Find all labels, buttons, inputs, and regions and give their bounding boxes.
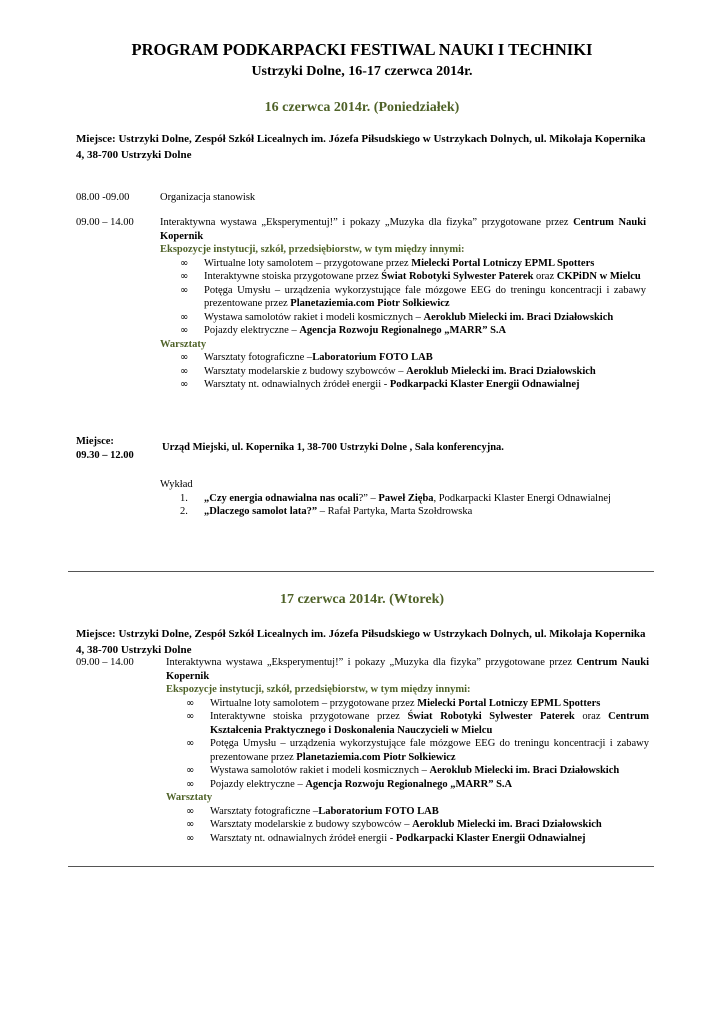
item-text: Warsztaty nt. odnawialnych źródeł energii - xyxy=(210,832,396,844)
item-org: Agencja Rozwoju Regionalnego „MARR” S.A xyxy=(299,325,507,336)
list-item xyxy=(160,311,646,325)
infinity-bullet-icon: ∞ xyxy=(180,271,189,282)
day2-workshops-list xyxy=(166,805,649,846)
day1-lecture-block xyxy=(160,478,646,519)
day2-slot1-block xyxy=(166,656,649,845)
item-text: Pojazdy elektryczne – xyxy=(204,325,300,336)
infinity-bullet-icon: ∞ xyxy=(186,711,195,722)
day1-intro xyxy=(160,216,646,243)
infinity-bullet-icon: ∞ xyxy=(186,832,195,844)
day1-workshops-heading: Warsztaty xyxy=(160,338,207,350)
day2-expo-list xyxy=(166,697,649,792)
list-item xyxy=(166,764,649,778)
infinity-bullet-icon: ∞ xyxy=(180,365,189,377)
infinity-bullet-icon: ∞ xyxy=(186,805,195,817)
item-text: Interaktywne stoiska przygotowane przez xyxy=(210,711,408,722)
day2-intro-text: Interaktywna wystawa „Eksperymentuj!” i pokazy „Muzyka dla fizyka” przygotowane przez xyxy=(166,657,577,668)
day1-slot1-text: Organizacja stanowisk xyxy=(160,192,256,203)
lecture-title: „Czy energia odnawialna nas ocali xyxy=(204,492,359,504)
item-text: Wirtualne loty samolotem – przygotowane przez xyxy=(210,697,418,709)
day1-slot2-block xyxy=(160,216,646,392)
infinity-bullet-icon: ∞ xyxy=(186,738,195,749)
item-text: Wystawa samolotów rakiet i modeli kosmicznych – xyxy=(204,311,424,323)
item-org: Laboratorium FOTO LAB xyxy=(318,805,439,817)
day2-heading: 17 czerwca 2014r. (Wtorek) xyxy=(279,592,445,607)
day2-expo-heading: Ekspozycje instytucji, szkół, przedsiębiorstw, w tym między innymi: xyxy=(166,684,471,695)
lecture-item xyxy=(160,492,646,506)
item-org: Aeroklub Mielecki im. Braci Działowskich xyxy=(412,819,602,830)
list-item xyxy=(166,805,649,819)
infinity-bullet-icon: ∞ xyxy=(180,325,189,336)
infinity-bullet-icon: ∞ xyxy=(180,379,189,390)
item-text: Warsztaty modelarskie z budowy szybowców – xyxy=(204,365,407,377)
item-text: Warsztaty nt. odnawialnych źródeł energii - xyxy=(204,379,390,390)
section-divider xyxy=(68,571,654,572)
list-item xyxy=(166,818,649,832)
item-org-2: Centrum Kształcenia Praktycznego i Doskonalenia Nauczycieli w Mielcu xyxy=(210,711,649,736)
day1-workshops-list xyxy=(160,351,646,392)
item-text-tail: oraz xyxy=(574,711,609,722)
item-org: Agencja Rozwoju Regionalnego „MARR” S.A xyxy=(305,778,513,790)
list-item xyxy=(166,832,649,846)
list-item xyxy=(160,284,646,311)
item-org: Aeroklub Mielecki im. Braci Działowskich xyxy=(429,765,620,776)
lecture-label: Wykład xyxy=(160,479,193,490)
list-item xyxy=(166,710,649,737)
list-item xyxy=(160,351,646,365)
infinity-bullet-icon: ∞ xyxy=(186,778,195,790)
day1-intro-text: Interaktywna wystawa „Eksperymentuj!” i pokazy „Muzyka dla fizyka” przygotowane przez xyxy=(160,217,574,228)
item-org: Aeroklub Mielecki im. Braci Działowskich xyxy=(406,365,596,377)
item-text: Interaktywne stoiska przygotowane przez xyxy=(204,271,382,282)
lecture-number: 1. xyxy=(180,492,188,504)
item-org: Podkarpacki Klaster Energii Odnawialnej xyxy=(389,379,580,390)
list-item xyxy=(160,378,646,392)
item-org: Planetaziemia.com Piotr Sołkiewicz xyxy=(296,751,456,763)
list-item xyxy=(160,270,646,284)
day1-slot3-label: Miejsce: xyxy=(76,436,114,447)
page-subtitle: Ustrzyki Dolne, 16-17 czerwca 2014r. xyxy=(251,64,473,79)
day2-slot1-time: 09.00 – 14.00 xyxy=(76,657,134,668)
lecture-number: 2. xyxy=(180,506,188,517)
day1-intro-org: Centrum Nauki Kopernik xyxy=(160,217,646,242)
lecture-sep: ?” – xyxy=(358,492,379,504)
item-org: Podkarpacki Klaster Energii Odnawialnej xyxy=(395,832,586,844)
lecture-item xyxy=(160,505,646,519)
item-text: Wystawa samolotów rakiet i modeli kosmicznych – xyxy=(210,765,430,776)
item-text: Pojazdy elektryczne – xyxy=(210,778,306,790)
list-item xyxy=(166,697,649,711)
day1-expo-heading: Ekspozycje instytucji, szkół, przedsiębiorstw, w tym między innymi: xyxy=(160,244,465,255)
day2-location: Miejsce: Ustrzyki Dolne, Zespół Szkół Licealnych im. Józefa Piłsudskiego w Ustrzykach Dolnych, ul. Mikołaja Kopernika 4, 38-700 Ustrzyki Dolne xyxy=(76,628,646,656)
day2-workshops-heading: Warsztaty xyxy=(166,792,213,803)
day2-intro-org: Centrum Nauki Kopernik xyxy=(166,657,649,682)
item-org: Aeroklub Mielecki im. Braci Działowskich xyxy=(423,311,614,323)
day1-heading: 16 czerwca 2014r. (Poniedziałek) xyxy=(264,100,460,115)
item-text: Warsztaty fotograficzne – xyxy=(210,805,319,817)
day1-slot2-time: 09.00 – 14.00 xyxy=(76,217,134,228)
day1-slot1-time: 08.00 -09.00 xyxy=(76,192,130,203)
section-divider-bottom xyxy=(68,866,654,867)
lecture-speaker: Paweł Zięba xyxy=(378,492,434,504)
lecture-list xyxy=(160,492,646,519)
page-title: PROGRAM PODKARPACKI FESTIWAL NAUKI I TECHNIKI xyxy=(131,40,593,59)
day1-location: Miejsce: Ustrzyki Dolne, Zespół Szkół Licealnych im. Józefa Piłsudskiego w Ustrzykach Dolnych, ul. Mikołaja Kopernika 4, 38-700 Ustrzyki Dolne xyxy=(76,133,646,161)
item-org: Planetaziemia.com Piotr Sołkiewicz xyxy=(290,298,450,309)
infinity-bullet-icon: ∞ xyxy=(180,284,189,296)
item-text-tail: oraz xyxy=(533,271,557,282)
item-org: Laboratorium FOTO LAB xyxy=(312,352,433,363)
item-text: Wirtualne loty samolotem – przygotowane przez xyxy=(204,257,412,269)
list-item xyxy=(160,257,646,271)
item-text: Potęga Umysłu – urządzenia wykorzystujące fale mózgowe EEG do treningu koncentracji i zabawy prezentowane przez xyxy=(204,284,646,309)
item-text: Potęga Umysłu – urządzenia wykorzystujące fale mózgowe EEG do treningu koncentracji i zabawy prezentowane przez xyxy=(210,738,649,763)
infinity-bullet-icon: ∞ xyxy=(180,311,189,323)
item-org: Świat Robotyki Sylwester Paterek xyxy=(381,271,534,282)
infinity-bullet-icon: ∞ xyxy=(180,257,189,269)
lecture-affiliation: , Podkarpacki Klaster Energi Odnawialnej xyxy=(433,492,611,504)
item-text: Warsztaty fotograficzne – xyxy=(204,352,313,363)
day2-intro xyxy=(166,656,649,683)
day1-slot3-place: Urząd Miejski, ul. Kopernika 1, 38-700 Ustrzyki Dolne , Sala konferencyjna. xyxy=(162,442,504,453)
item-org-2: CKPiDN w Mielcu xyxy=(556,271,641,282)
infinity-bullet-icon: ∞ xyxy=(186,697,195,709)
infinity-bullet-icon: ∞ xyxy=(186,765,195,776)
lecture-sep: – Rafał Partyka, Marta Szołdrowska xyxy=(317,506,473,517)
infinity-bullet-icon: ∞ xyxy=(180,352,189,363)
list-item xyxy=(160,365,646,379)
item-text: Warsztaty modelarskie z budowy szybowców – xyxy=(210,819,413,830)
list-item xyxy=(166,778,649,792)
item-org: Świat Robotyki Sylwester Paterek xyxy=(407,711,575,722)
infinity-bullet-icon: ∞ xyxy=(186,819,195,830)
item-org: Mielecki Portal Lotniczy EPML Spotters xyxy=(417,697,601,709)
list-item xyxy=(166,737,649,764)
list-item xyxy=(160,324,646,338)
lecture-title: „Dlaczego samolot lata?” xyxy=(204,506,318,517)
day1-expo-list xyxy=(160,257,646,338)
item-org: Mielecki Portal Lotniczy EPML Spotters xyxy=(411,257,595,269)
day1-slot3-time: 09.30 – 12.00 xyxy=(76,450,134,461)
